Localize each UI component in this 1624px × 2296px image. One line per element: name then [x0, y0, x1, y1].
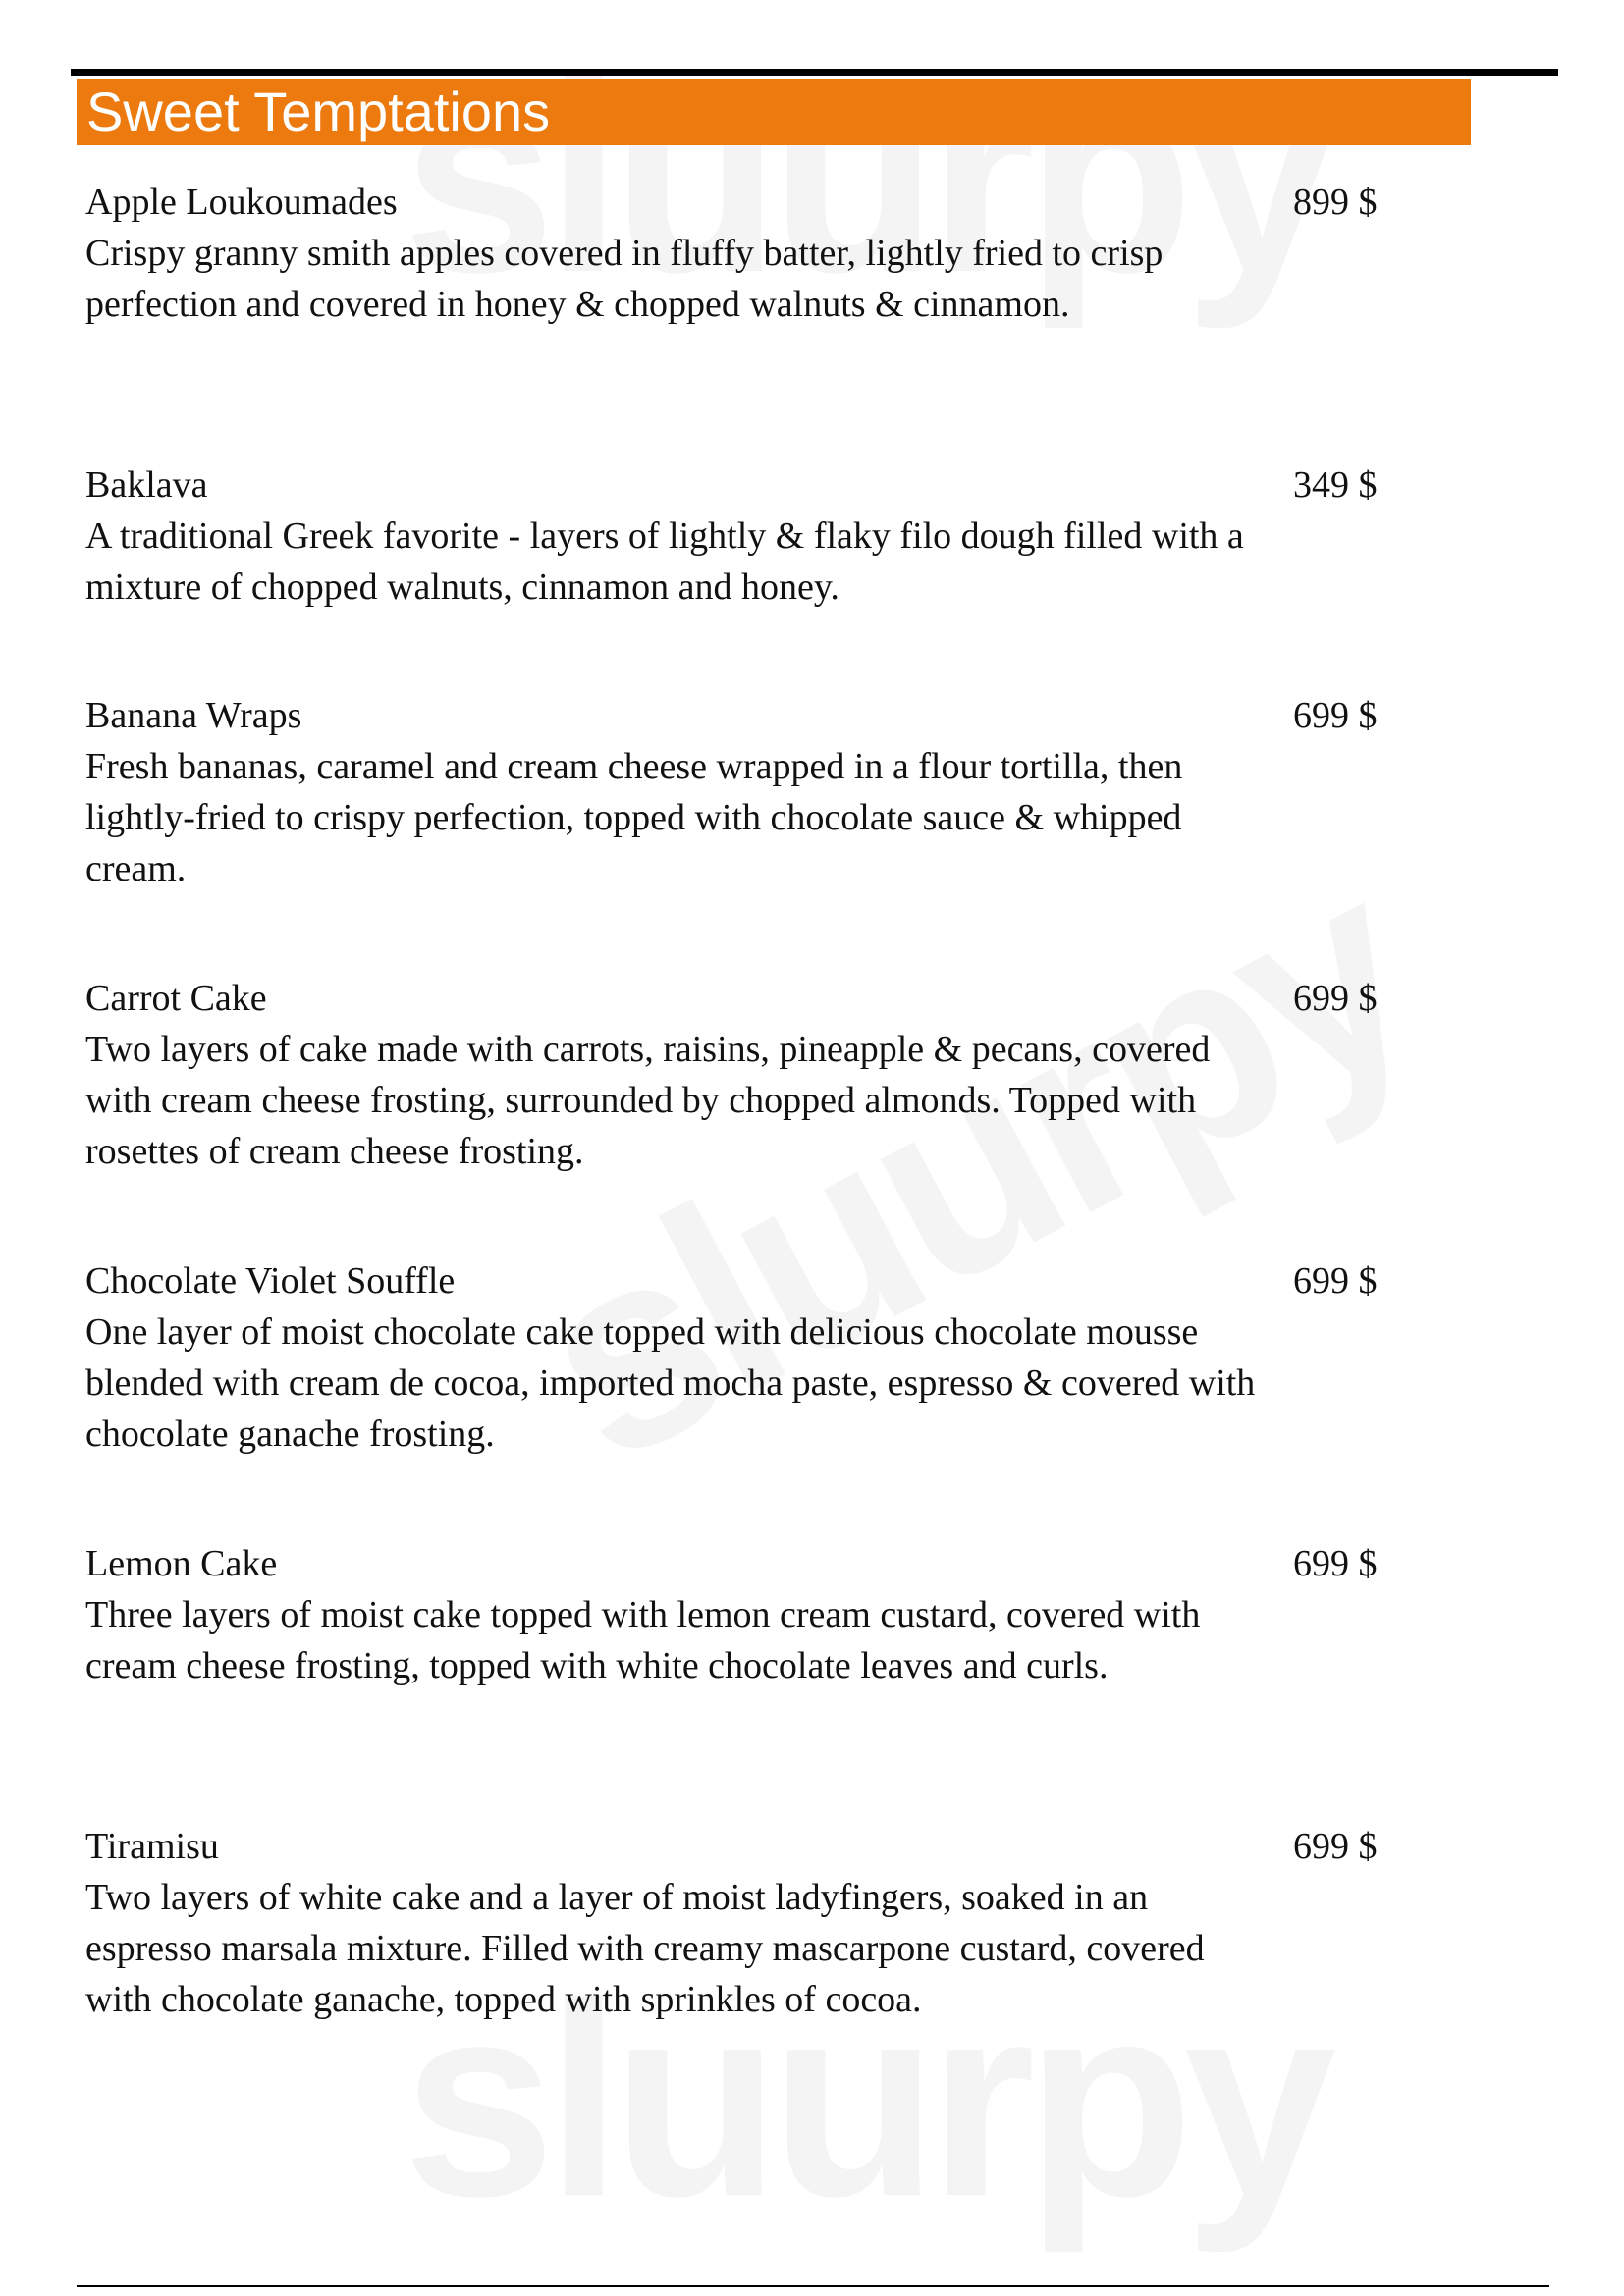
menu-item: [85, 1538, 1401, 1821]
item-price: 699 $: [1293, 1260, 1378, 1302]
item-price: 349 $: [1293, 464, 1378, 506]
menu-item: [85, 1255, 1401, 1538]
top-rule: [71, 69, 1558, 76]
menu-list: [85, 177, 1401, 2104]
menu-item: [85, 973, 1401, 1255]
item-name: Apple Loukoumades: [85, 182, 398, 223]
item-name: Baklava: [85, 464, 208, 506]
item-price: 699 $: [1293, 1826, 1378, 1867]
item-name: Tiramisu: [85, 1826, 219, 1867]
section-header: [77, 79, 1471, 145]
item-description: Two layers of white cake and a layer of moist ladyfingers, soaked in an espresso marsala mixture. Filled with creamy mascarpone custard, covered with chocolate ganache, topped with sprinkles of cocoa.: [85, 1877, 1205, 2020]
menu-item: [85, 459, 1401, 690]
section-title: Sweet Temptations: [86, 80, 551, 142]
item-price: 699 $: [1293, 978, 1378, 1019]
menu-item: [85, 1821, 1401, 2104]
item-description: One layer of moist chocolate cake topped with delicious chocolate mousse blended with cream de cocoa, imported mocha paste, espresso & covered with chocolate ganache frosting.: [85, 1311, 1256, 1455]
item-price: 699 $: [1293, 1543, 1378, 1584]
item-description: Three layers of moist cake topped with lemon cream custard, covered with cream cheese frosting, topped with white chocolate leaves and curls.: [85, 1594, 1201, 1686]
menu-item: [85, 690, 1401, 973]
item-price: 899 $: [1293, 182, 1378, 223]
item-name: Carrot Cake: [85, 978, 267, 1019]
menu-item: [85, 177, 1401, 459]
bottom-rule: [77, 2285, 1549, 2287]
item-price: 699 $: [1293, 695, 1378, 736]
item-description: A traditional Greek favorite - layers of lightly & flaky filo dough filled with a mixture of chopped walnuts, cinnamon and honey.: [85, 515, 1244, 608]
item-name: Chocolate Violet Souffle: [85, 1260, 456, 1302]
item-name: Banana Wraps: [85, 695, 302, 736]
item-description: Fresh bananas, caramel and cream cheese wrapped in a flour tortilla, then lightly-fried to crispy perfection, topped with chocolate sauce & whipped cream.: [85, 746, 1183, 889]
item-name: Lemon Cake: [85, 1543, 278, 1584]
item-description: Crispy granny smith apples covered in fluffy batter, lightly fried to crisp perfection and covered in honey & chopped walnuts & cinnamon.: [85, 233, 1164, 325]
item-description: Two layers of cake made with carrots, raisins, pineapple & pecans, covered with cream cheese frosting, surrounded by chopped almonds. Topped with rosettes of cream cheese frosting.: [85, 1029, 1211, 1172]
